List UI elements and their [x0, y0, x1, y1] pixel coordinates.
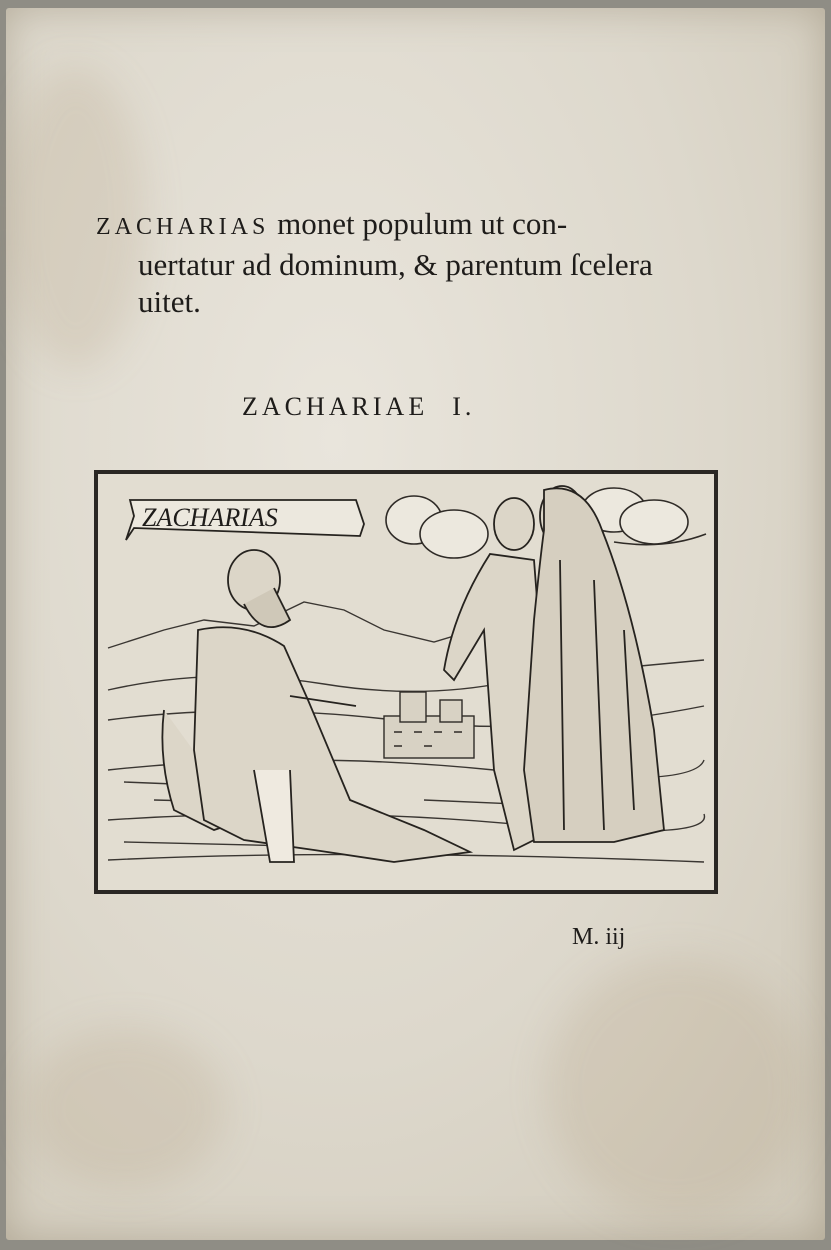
signature-mark: M. iij	[572, 924, 626, 950]
summary-line-2: uertatur ad dominum, & parentum ſcelera	[138, 247, 653, 282]
chapter-title: ZACHARIAE	[242, 392, 429, 421]
paper-stain	[26, 1028, 226, 1188]
banner-text: ZACHARIAS	[142, 503, 278, 532]
summary-text: monet populum ut con-	[277, 206, 568, 241]
chapter-number: I.	[452, 392, 476, 421]
chapter-summary	[96, 205, 736, 320]
summary-line-1	[96, 205, 736, 246]
paper-stain	[546, 958, 806, 1218]
summary-name: ZACHARIAS	[96, 214, 270, 240]
chapter-heading	[242, 392, 475, 422]
woodcut-image	[94, 470, 718, 894]
summary-line-3: uitet.	[138, 284, 201, 319]
woodcut-illustration	[94, 470, 718, 894]
